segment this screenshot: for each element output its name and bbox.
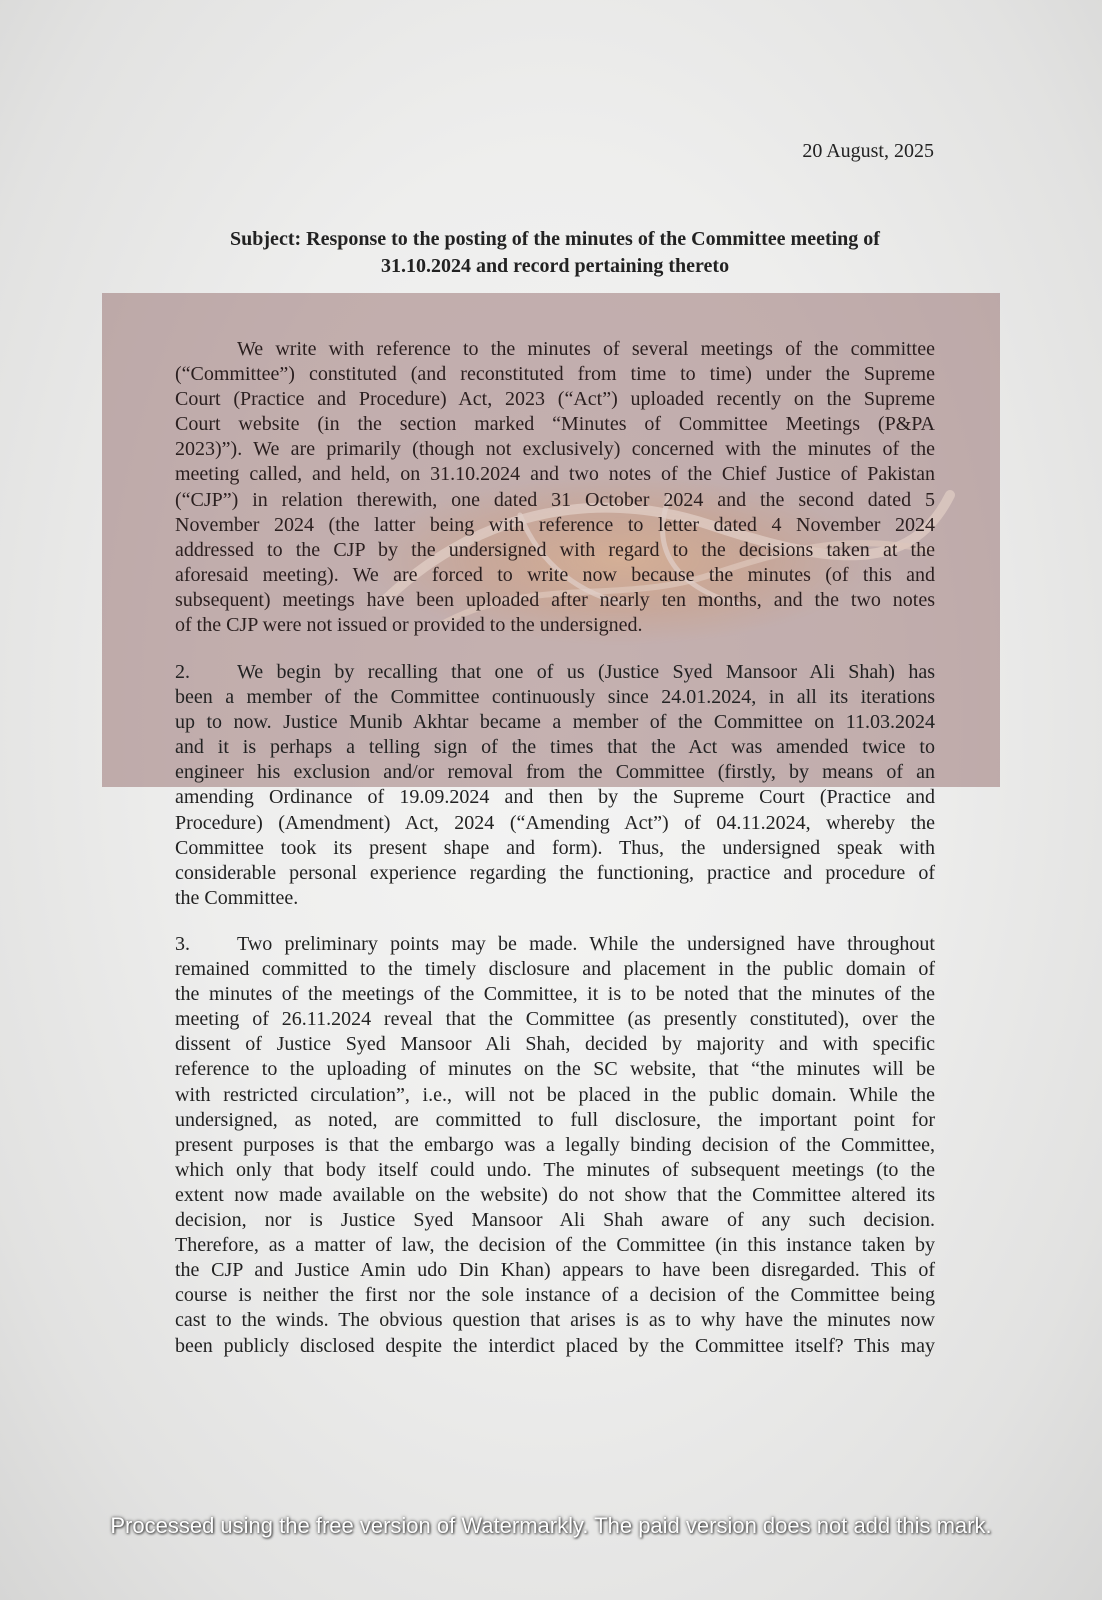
paragraph-1: [175, 337, 935, 638]
paragraph-line: Court (Practice and Procedure) Act, 2023 (“Act”) uploaded recently on the Supreme: [175, 388, 935, 411]
paragraph-line: present purposes is that the embargo was a legally binding decision of the Committee,: [175, 1133, 935, 1156]
paragraph-line: 2023)”). We are primarily (though not exclusively) concerned with the minutes of the: [175, 438, 935, 461]
subject-line: Subject: Response to the posting of the minutes of the Committee meeting of: [230, 228, 880, 250]
paragraph-line: up to now. Justice Munib Akhtar became a member of the Committee on 11.03.2024: [175, 711, 935, 734]
paragraph-line: of the CJP were not issued or provided to the undersigned.: [175, 614, 643, 637]
paragraph-line: and it is perhaps a telling sign of the times that the Act was amended twice to: [175, 736, 935, 759]
paragraph-number: 2.: [175, 661, 190, 683]
paragraph-line-text: We write with reference to the minutes of several meetings of the committee: [237, 338, 935, 360]
paragraph-line: addressed to the CJP by the undersigned with regard to the decisions taken at the: [175, 538, 935, 561]
paragraph-line: meeting called, and held, on 31.10.2024 and two notes of the Chief Justice of Pakistan: [175, 463, 935, 486]
paragraph-line: remained committed to the timely disclosure and placement in the public domain of: [175, 958, 935, 981]
letter-date: 20 August, 2025: [802, 140, 934, 162]
subject-line: 31.10.2024 and record pertaining thereto: [380, 255, 730, 277]
watermark-notice: Processed using the free version of Watermarkly. The paid version does not add this mark.: [110, 1513, 992, 1538]
paragraph-number: 3.: [175, 933, 190, 955]
paragraph-line: decision, nor is Justice Syed Mansoor Ali Shah aware of any such decision.: [175, 1209, 935, 1232]
paragraph-line: the Committee.: [175, 886, 299, 909]
paragraph-3: [175, 932, 935, 1359]
paragraph-line: [175, 660, 935, 685]
paragraph-line: considerable personal experience regarding the functioning, practice and procedure of: [175, 861, 935, 884]
paragraph-line: Therefore, as a matter of law, the decision of the Committee (in this instance taken by: [175, 1234, 935, 1257]
paragraph-2: [175, 660, 935, 911]
paragraph-line: reference to the uploading of minutes on the SC website, that “the minutes will be: [175, 1058, 935, 1081]
paragraph-line: subsequent) meetings have been uploaded after nearly ten months, and the two notes: [175, 588, 935, 611]
paragraph-line: meeting of 26.11.2024 reveal that the Committee (as presently constituted), over the: [175, 1008, 935, 1031]
paragraph-line: Court website (in the section marked “Minutes of Committee Meetings (P&PA: [175, 413, 935, 436]
paragraph-line: the minutes of the meetings of the Committee, it is to be noted that the minutes of the: [175, 983, 935, 1006]
paragraph-line: cast to the winds. The obvious question that arises is as to why have the minutes now: [175, 1309, 935, 1332]
paragraph-line-text: Two preliminary points may be made. While the undersigned have throughout: [237, 933, 935, 955]
paragraph-line: Committee took its present shape and form). Thus, the undersigned speak with: [175, 836, 935, 859]
paragraph-line: (“CJP”) in relation therewith, one dated 31 October 2024 and the second dated 5: [175, 488, 935, 511]
paragraph-line: which only that body itself could undo. The minutes of subsequent meetings (to the: [175, 1158, 935, 1181]
paragraph-line: been a member of the Committee continuously since 24.01.2024, in all its iterations: [175, 686, 935, 709]
paragraph-line-text: We begin by recalling that one of us (Justice Syed Mansoor Ali Shah) has: [237, 661, 935, 683]
paragraph-line: the CJP and Justice Amin udo Din Khan) appears to have been disregarded. This of: [175, 1259, 935, 1282]
paragraph-line: amending Ordinance of 19.09.2024 and then by the Supreme Court (Practice and: [175, 786, 935, 809]
paragraph-line: November 2024 (the latter being with reference to letter dated 4 November 2024: [175, 513, 935, 536]
paragraph-line: with restricted circulation”, i.e., will not be placed in the public domain. While the: [175, 1083, 935, 1106]
paragraph-line: [175, 337, 935, 362]
paragraph-line: course is neither the first nor the sole instance of a decision of the Committee being: [175, 1284, 935, 1307]
subject-heading: [175, 226, 935, 280]
paragraph-line: extent now made available on the website) do not show that the Committee altered its: [175, 1183, 935, 1206]
paragraph-line: (“Committee”) constituted (and reconstituted from time to time) under the Supreme: [175, 363, 935, 386]
paragraph-line: undersigned, as noted, are committed to full disclosure, the important point for: [175, 1108, 935, 1131]
paragraph-line: been publicly disclosed despite the interdict placed by the Committee itself? This may: [175, 1334, 935, 1357]
paragraph-line: aforesaid meeting). We are forced to write now because the minutes (of this and: [175, 563, 935, 586]
paragraph-line: [175, 932, 935, 957]
paragraph-line: dissent of Justice Syed Mansoor Ali Shah, decided by majority and with specific: [175, 1033, 935, 1056]
paragraph-indent: [175, 337, 237, 362]
paragraph-line: engineer his exclusion and/or removal from the Committee (firstly, by means of an: [175, 761, 935, 784]
paragraph-line: Procedure) (Amendment) Act, 2024 (“Amending Act”) of 04.11.2024, whereby the: [175, 811, 935, 834]
